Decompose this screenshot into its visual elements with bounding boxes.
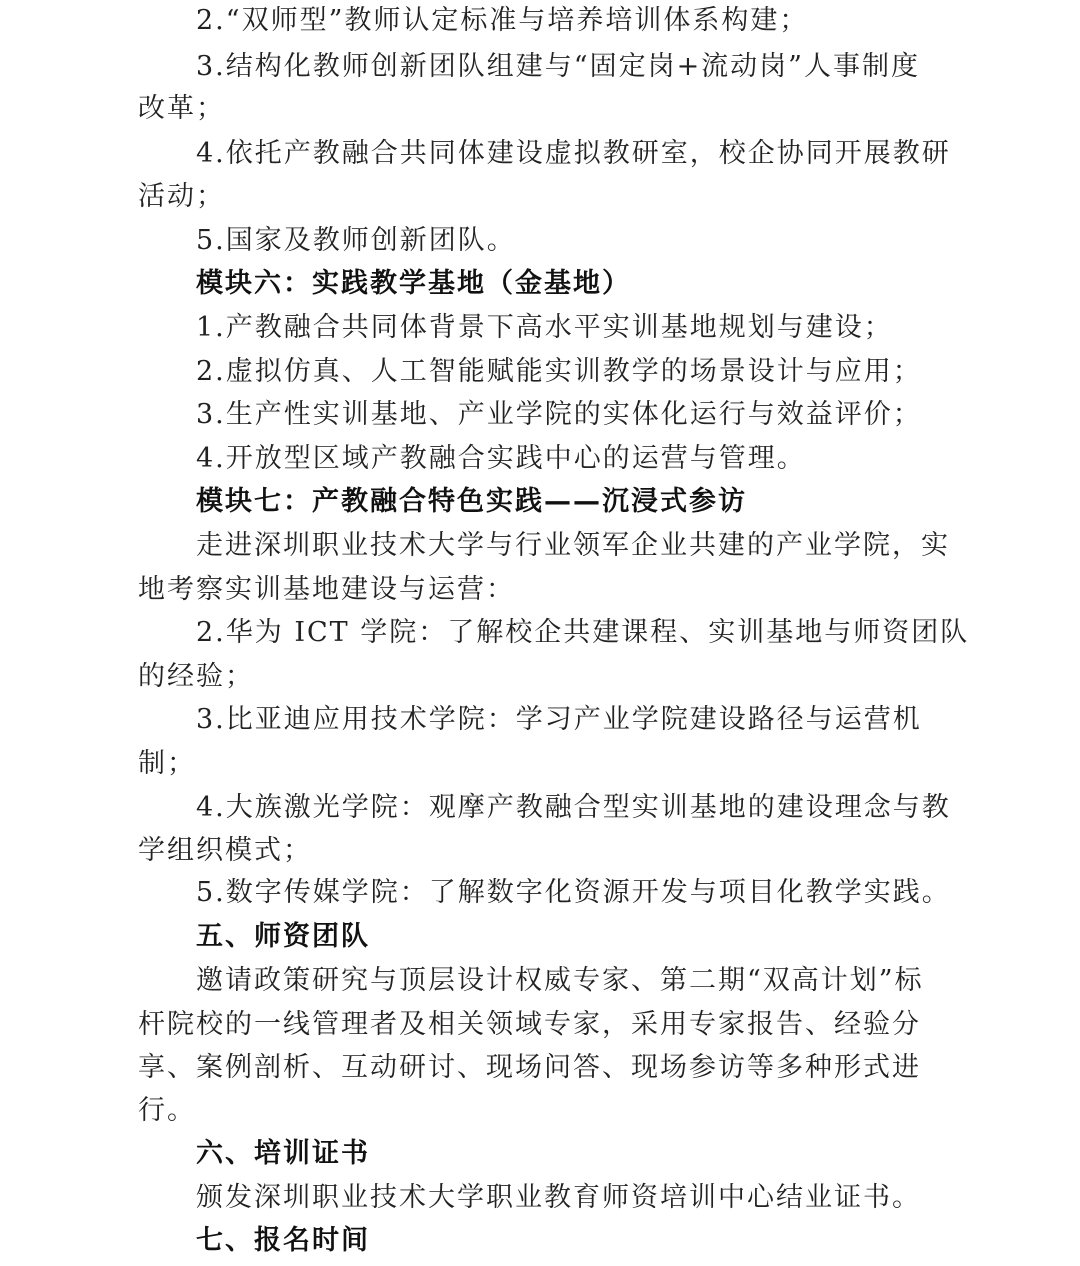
item-byd-line1: 3.比亚迪应用技术学院：学习产业学院建设路径与运营机 xyxy=(196,704,922,735)
item-productive-base: 3.生产性实训基地、产业学院的实体化运行与效益评价； xyxy=(196,399,922,430)
faculty-text-line2: 杆院校的一线管理者及相关领域专家，采用专家报告、经验分 xyxy=(138,1009,921,1040)
section-certificate-heading: 六、培训证书 xyxy=(196,1138,370,1169)
visit-intro-line2: 地考察实训基地建设与运营： xyxy=(138,574,515,605)
item-national-team: 5.国家及教师创新团队。 xyxy=(196,225,516,256)
faculty-text-line1: 邀请政策研究与顶层设计权威专家、第二期“双高计划”标 xyxy=(196,965,924,996)
item-byd-line2: 制； xyxy=(138,748,196,779)
item-digital-media: 5.数字传媒学院：了解数字化资源开发与项目化教学实践。 xyxy=(196,877,951,908)
faculty-text-line3: 享、案例剖析、互动研讨、现场问答、现场参访等多种形式进 xyxy=(138,1052,921,1083)
item-huawei-ict-line1: 2.华为 ICT 学院：了解校企共建课程、实训基地与师资团队 xyxy=(196,617,970,648)
item-training-base-planning: 1.产教融合共同体背景下高水平实训基地规划与建设； xyxy=(196,312,893,343)
item-hanslaser-line1: 4.大族激光学院：观摩产教融合型实训基地的建设理念与教 xyxy=(196,792,951,823)
item-structured-team-line1: 3.结构化教师创新团队组建与“固定岗+流动岗”人事制度 xyxy=(196,51,920,82)
section-registration-heading: 七、报名时间 xyxy=(196,1225,370,1256)
visit-intro-line1: 走进深圳职业技术大学与行业领军企业共建的产业学院，实 xyxy=(196,530,950,561)
item-huawei-ict-line2: 的经验； xyxy=(138,661,254,692)
item-open-practice-center: 4.开放型区域产教融合实践中心的运营与管理。 xyxy=(196,443,806,474)
section-faculty-heading: 五、师资团队 xyxy=(196,921,370,952)
module-six-heading: 模块六：实践教学基地（金基地） xyxy=(196,268,631,299)
item-double-teacher-standard: 2.“双师型”教师认定标准与培养培训体系构建； xyxy=(196,5,809,36)
item-virtual-simulation: 2.虚拟仿真、人工智能赋能实训教学的场景设计与应用； xyxy=(196,356,922,387)
item-virtual-lab-line1: 4.依托产教融合共同体建设虚拟教研室，校企协同开展教研 xyxy=(196,138,951,169)
item-structured-team-line2: 改革； xyxy=(138,93,225,124)
faculty-text-line4: 行。 xyxy=(138,1095,196,1126)
item-virtual-lab-line2: 活动； xyxy=(138,181,225,212)
certificate-text: 颁发深圳职业技术大学职业教育师资培训中心结业证书。 xyxy=(196,1182,921,1213)
module-seven-heading: 模块七：产教融合特色实践——沉浸式参访 xyxy=(196,486,747,517)
item-hanslaser-line2: 学组织模式； xyxy=(138,835,312,866)
